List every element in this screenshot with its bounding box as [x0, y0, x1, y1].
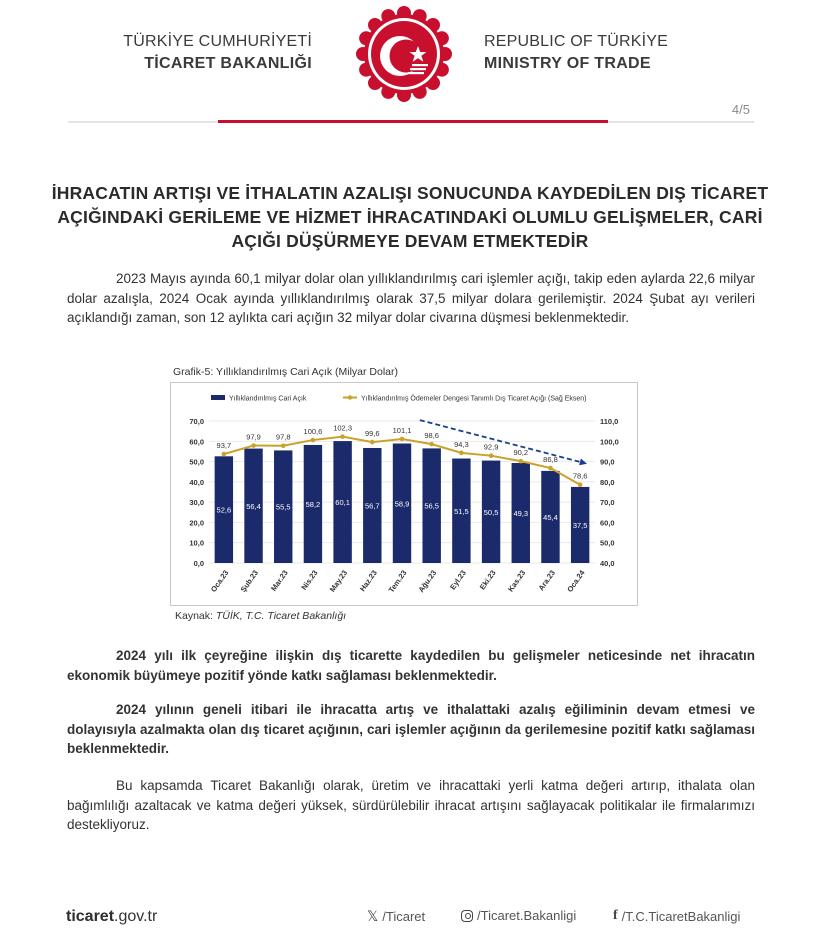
page-number: 4/5: [731, 102, 750, 117]
footer-site-bold: ticaret: [66, 908, 115, 925]
chart-line-point: [370, 440, 375, 445]
legend-bar-label: Yıllıklandırılmış Cari Açık: [229, 395, 307, 403]
page-header: [0, 0, 820, 125]
paragraph-3: [67, 700, 755, 759]
chart-line-point: [340, 434, 345, 439]
line-data-label: 78,6: [572, 471, 588, 481]
ministry-logo-icon: [354, 4, 454, 104]
x-tick-label: Ara.23: [536, 568, 558, 593]
chart-line-point: [311, 438, 316, 443]
chart-line-point: [429, 442, 434, 447]
bar-data-label: 56,5: [424, 501, 439, 511]
line-data-label: 98,6: [424, 431, 439, 441]
x-tick-label: Oca.24: [565, 568, 587, 594]
bar-data-label: 37,5: [572, 520, 588, 530]
y-left-tick-label: 0,0: [193, 559, 204, 568]
y-left-tick-label: 30,0: [189, 498, 204, 508]
footer-x-link[interactable]: [367, 908, 425, 925]
chart-line-point: [251, 443, 256, 448]
x-tick-label: Kas.23: [506, 568, 528, 594]
line-data-label: 94,3: [454, 439, 469, 449]
paragraph-1-text: 2023 Mayıs ayında 60,1 milyar dolar olan yıllıklandırılmış cari işlemler açığı, takip eden aylarda 22,6 milyar dolar azalışla, 2024 Ocak ayında yıllıklandırılmış olarak 37,5 milyar dolara gerilemiştir. 2024 Şubat ayı verileri açıklandığı zaman, son 12 aylıkta cari açığın 32 milyar dolar civarına düşmesi beklenmektedir.: [67, 271, 755, 325]
y-right-tick-label: 50,0: [600, 538, 615, 548]
line-data-label: 100,6: [303, 427, 323, 437]
chart-source-prefix: Kaynak:: [175, 610, 216, 622]
chart-line-point: [548, 466, 553, 471]
paragraph-4-text: Bu kapsamda Ticaret Bakanlığı olarak, üretim ve ihracattaki yerli katma değeri artırıp, ithalata olan bağımlılığı azaltacak ve katma değeri yüksek, sürdürülebilir ihracat artışını sağlayacak politikalar ile firmalarımızı destekliyoruz.: [67, 778, 755, 832]
y-right-tick-label: 60,0: [600, 518, 615, 528]
bar-data-label: 56,7: [365, 501, 380, 511]
chart-caption: Grafik-5: Yıllıklandırılmış Cari Açık (Milyar Dolar): [173, 366, 399, 378]
bar-data-label: 58,2: [305, 499, 321, 509]
y-right-tick-label: 70,0: [600, 498, 615, 508]
line-data-label: 97,9: [246, 432, 261, 442]
chart-container: [170, 382, 638, 606]
y-left-tick-label: 20,0: [189, 518, 204, 528]
y-left-tick-label: 50,0: [189, 457, 204, 467]
bar-data-label: 58,9: [394, 499, 410, 509]
instagram-icon: [461, 910, 473, 922]
header-right-block: [484, 31, 744, 75]
header-left-block: [90, 31, 312, 75]
legend-line-label: Yıllıklandırılmış Ödemeler Dengesi Tanımlı Dış Ticaret Açığı (Sağ Eksen): [361, 395, 587, 403]
y-right-tick-label: 110,0: [600, 417, 619, 426]
chart-line-point: [459, 451, 464, 456]
bar-data-label: 60,1: [335, 498, 350, 508]
footer-instagram-link[interactable]: [461, 908, 576, 923]
chart-line-point: [281, 443, 286, 448]
line-data-label: 101,1: [392, 426, 412, 436]
line-data-label: 92,9: [483, 442, 499, 452]
y-right-tick-label: 40,0: [600, 559, 615, 568]
chart-source-text: TÜİK, T.C. Ticaret Bakanlığı: [215, 610, 347, 622]
chart-source: [175, 610, 346, 622]
x-tick-label: Eki.23: [477, 568, 498, 592]
x-handle: /Ticaret: [382, 909, 426, 924]
y-right-tick-label: 80,0: [600, 477, 615, 487]
bar-data-label: 49,3: [513, 508, 529, 518]
paragraph-2-text: 2024 yılı ilk çeyreğine ilişkin dış ticarette kaydedilen bu gelişmeler neticesinde net ihracatın ekonomik büyümeye pozitif yönde katkı sağlaması beklenmektedir.: [67, 648, 755, 683]
bar-data-label: 55,5: [275, 502, 291, 512]
x-tick-label: Haz.23: [357, 568, 379, 594]
instagram-handle: /Ticaret.Bakanligi: [477, 908, 577, 923]
paragraph-2: [67, 646, 755, 685]
x-tick-label: Ağu.23: [416, 568, 439, 595]
header-right-line2: MINISTRY OF TRADE: [484, 55, 651, 72]
x-tick-label: Şub.23: [238, 568, 261, 594]
x-logo-icon: 𝕏: [367, 908, 379, 924]
footer-facebook-link[interactable]: [613, 908, 740, 924]
chart-svg: [171, 383, 637, 605]
y-right-tick-label: 100,0: [600, 437, 619, 447]
facebook-handle: /T.C.TicaretBakanligi: [621, 908, 741, 924]
facebook-icon: f: [613, 908, 618, 923]
legend-bar-swatch: [211, 395, 225, 400]
y-left-tick-label: 70,0: [189, 417, 204, 426]
line-data-label: 102,3: [333, 423, 353, 433]
paragraph-1: [67, 269, 755, 328]
y-left-tick-label: 40,0: [189, 477, 204, 487]
bar-data-label: 56,4: [246, 501, 261, 511]
paragraph-3-text: 2024 yılının geneli itibari ile ihracatta artış ve ithalattaki azalış eğiliminin devam etmesi ve dolayısıyla azalmakta olan dış ticaret açığının, cari işlemler açığının da gerilemesine pozitif katkı sağlaması beklenmektedir.: [67, 702, 755, 756]
y-right-tick-label: 90,0: [600, 457, 615, 467]
document-title: İHRACATIN ARTIŞI VE İTHALATIN AZALIŞI SONUCUNDA KAYDEDİLEN DIŞ TİCARET AÇIĞINDAKİ GERİLEME VE HİZMET İHRACATINDAKİ OLUMLU GELİŞMELER, CARİ AÇIĞI DÜŞÜRMEYE DEVAM ETMEKTEDİR: [51, 183, 769, 251]
y-left-tick-label: 60,0: [189, 437, 204, 447]
x-tick-label: Oca.23: [208, 568, 231, 594]
chart-line-point: [518, 459, 523, 464]
line-data-label: 99,6: [365, 429, 380, 439]
line-data-label: 90,2: [513, 448, 529, 458]
x-tick-label: Eyl.23: [448, 568, 468, 592]
header-right-line1: REPUBLIC OF TÜRKİYE: [484, 33, 668, 50]
footer-site-rest: .gov.tr: [114, 908, 158, 925]
line-data-label: 86,8: [543, 455, 558, 465]
y-left-tick-label: 10,0: [189, 538, 204, 548]
bar-data-label: 52,6: [216, 505, 232, 515]
header-left-line2: TİCARET BAKANLIĞI: [144, 55, 312, 72]
x-tick-label: Tem.23: [386, 568, 409, 595]
line-data-label: 93,7: [216, 441, 232, 451]
line-data-label: 97,8: [275, 432, 291, 442]
chart-line-point: [222, 452, 227, 457]
header-divider-accent: [218, 120, 608, 123]
footer-website-link[interactable]: [66, 908, 157, 926]
bar-data-label: 51,5: [454, 506, 469, 516]
bar-data-label: 50,5: [483, 507, 499, 517]
chart-line-point: [578, 482, 583, 487]
bar-data-label: 45,4: [543, 512, 558, 522]
chart-line-point: [400, 437, 405, 442]
legend-line-marker: [348, 395, 352, 399]
chart-line-point: [489, 453, 494, 458]
x-tick-label: Mar.23: [269, 568, 290, 593]
header-left-line1: TÜRKİYE CUMHURİYETİ: [123, 33, 312, 50]
x-tick-label: May.23: [327, 568, 350, 594]
x-tick-label: Nis.23: [299, 568, 320, 592]
paragraph-4: [67, 776, 755, 835]
